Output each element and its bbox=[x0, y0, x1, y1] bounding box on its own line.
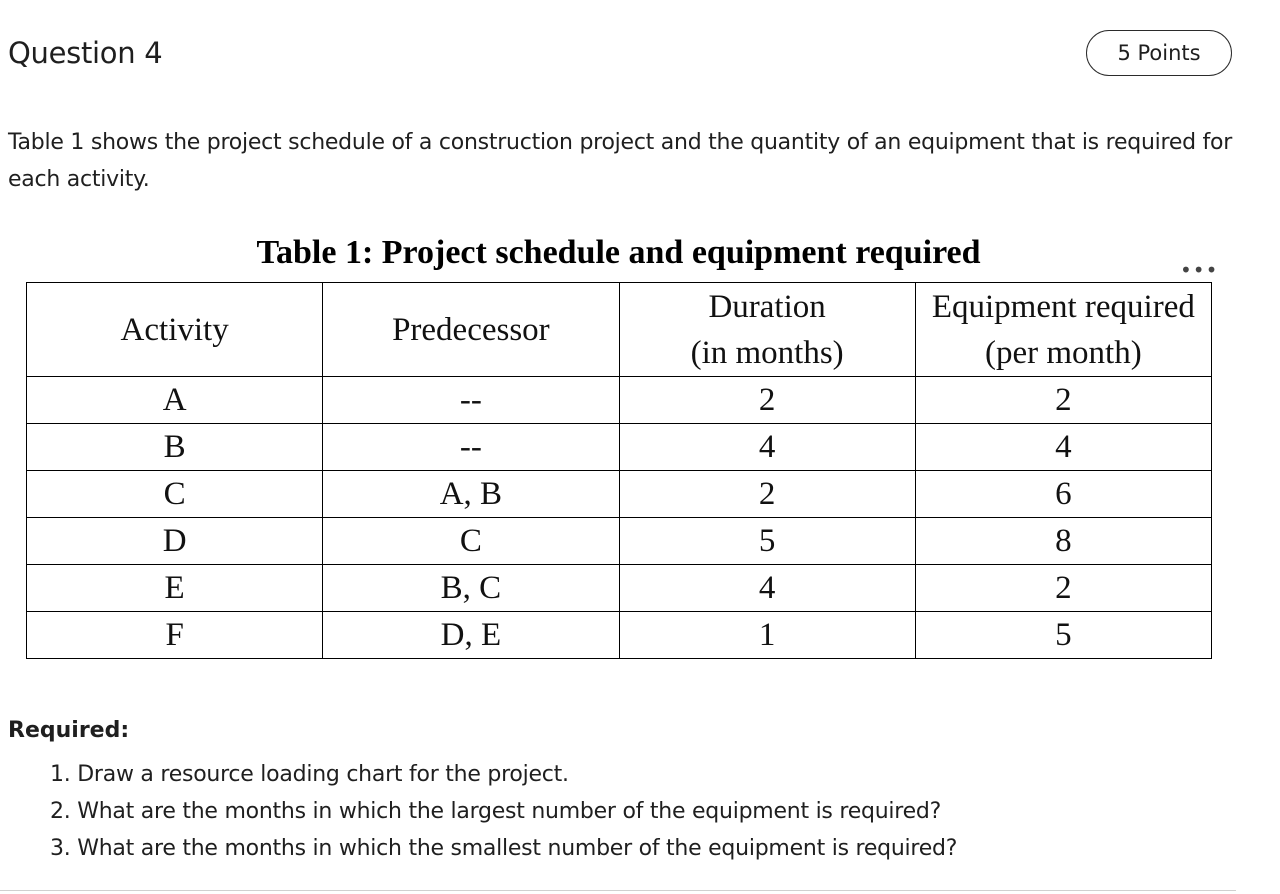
table-row bbox=[27, 612, 1212, 659]
table-row bbox=[27, 518, 1212, 565]
cell-equipment: 2 bbox=[915, 377, 1211, 424]
cell-duration: 1 bbox=[619, 612, 915, 659]
table-figure bbox=[0, 228, 1232, 682]
cell-predecessor: -- bbox=[323, 424, 619, 471]
cell-duration: 5 bbox=[619, 518, 915, 565]
question-intro: Table 1 shows the project schedule of a construction project and the quantity of an equipment that is required for each activity. bbox=[8, 130, 1233, 192]
required-item: 1. Draw a resource loading chart for the project. bbox=[50, 762, 569, 787]
section-divider bbox=[0, 890, 1236, 891]
cell-equipment: 2 bbox=[915, 565, 1211, 612]
header-activity bbox=[27, 283, 323, 377]
header-duration-line1: Duration bbox=[708, 288, 826, 325]
cell-predecessor: C bbox=[323, 518, 619, 565]
required-item: 3. What are the months in which the smallest number of the equipment is required? bbox=[50, 836, 958, 861]
cell-activity: C bbox=[27, 471, 323, 518]
header-predecessor-label: Predecessor bbox=[392, 311, 550, 348]
cell-equipment: 8 bbox=[915, 518, 1211, 565]
cell-activity: A bbox=[27, 377, 323, 424]
cell-activity: F bbox=[27, 612, 323, 659]
table-row bbox=[27, 471, 1212, 518]
cell-activity: D bbox=[27, 518, 323, 565]
cell-equipment: 5 bbox=[915, 612, 1211, 659]
cell-predecessor: B, C bbox=[323, 565, 619, 612]
schedule-table bbox=[26, 282, 1212, 659]
header-predecessor bbox=[323, 283, 619, 377]
table-caption: Table 1: Project schedule and equipment required bbox=[256, 234, 981, 271]
cell-equipment: 4 bbox=[915, 424, 1211, 471]
table-row bbox=[27, 377, 1212, 424]
cell-duration: 2 bbox=[619, 377, 915, 424]
cell-duration: 2 bbox=[619, 471, 915, 518]
header-duration bbox=[619, 283, 915, 377]
header-equipment bbox=[915, 283, 1211, 377]
required-heading: Required: bbox=[8, 718, 130, 743]
cell-equipment: 6 bbox=[915, 471, 1211, 518]
question-title: Question 4 bbox=[8, 36, 163, 70]
header-equipment-line2: (per month) bbox=[985, 334, 1142, 371]
cell-duration: 4 bbox=[619, 565, 915, 612]
required-list bbox=[50, 756, 957, 867]
cell-duration: 4 bbox=[619, 424, 915, 471]
cell-activity: B bbox=[27, 424, 323, 471]
cell-predecessor: A, B bbox=[323, 471, 619, 518]
cell-predecessor: D, E bbox=[323, 612, 619, 659]
points-badge: 5 Points bbox=[1086, 30, 1232, 76]
header-activity-label: Activity bbox=[120, 311, 229, 348]
header-equipment-line1: Equipment required bbox=[931, 288, 1195, 325]
header-duration-line2: (in months) bbox=[690, 334, 844, 371]
cell-activity: E bbox=[27, 565, 323, 612]
more-options-icon[interactable]: ••• bbox=[1180, 258, 1219, 282]
table-header-row bbox=[27, 283, 1212, 377]
required-item: 2. What are the months in which the largest number of the equipment is required? bbox=[50, 799, 941, 824]
cell-predecessor: -- bbox=[323, 377, 619, 424]
table-row bbox=[27, 565, 1212, 612]
table-row bbox=[27, 424, 1212, 471]
